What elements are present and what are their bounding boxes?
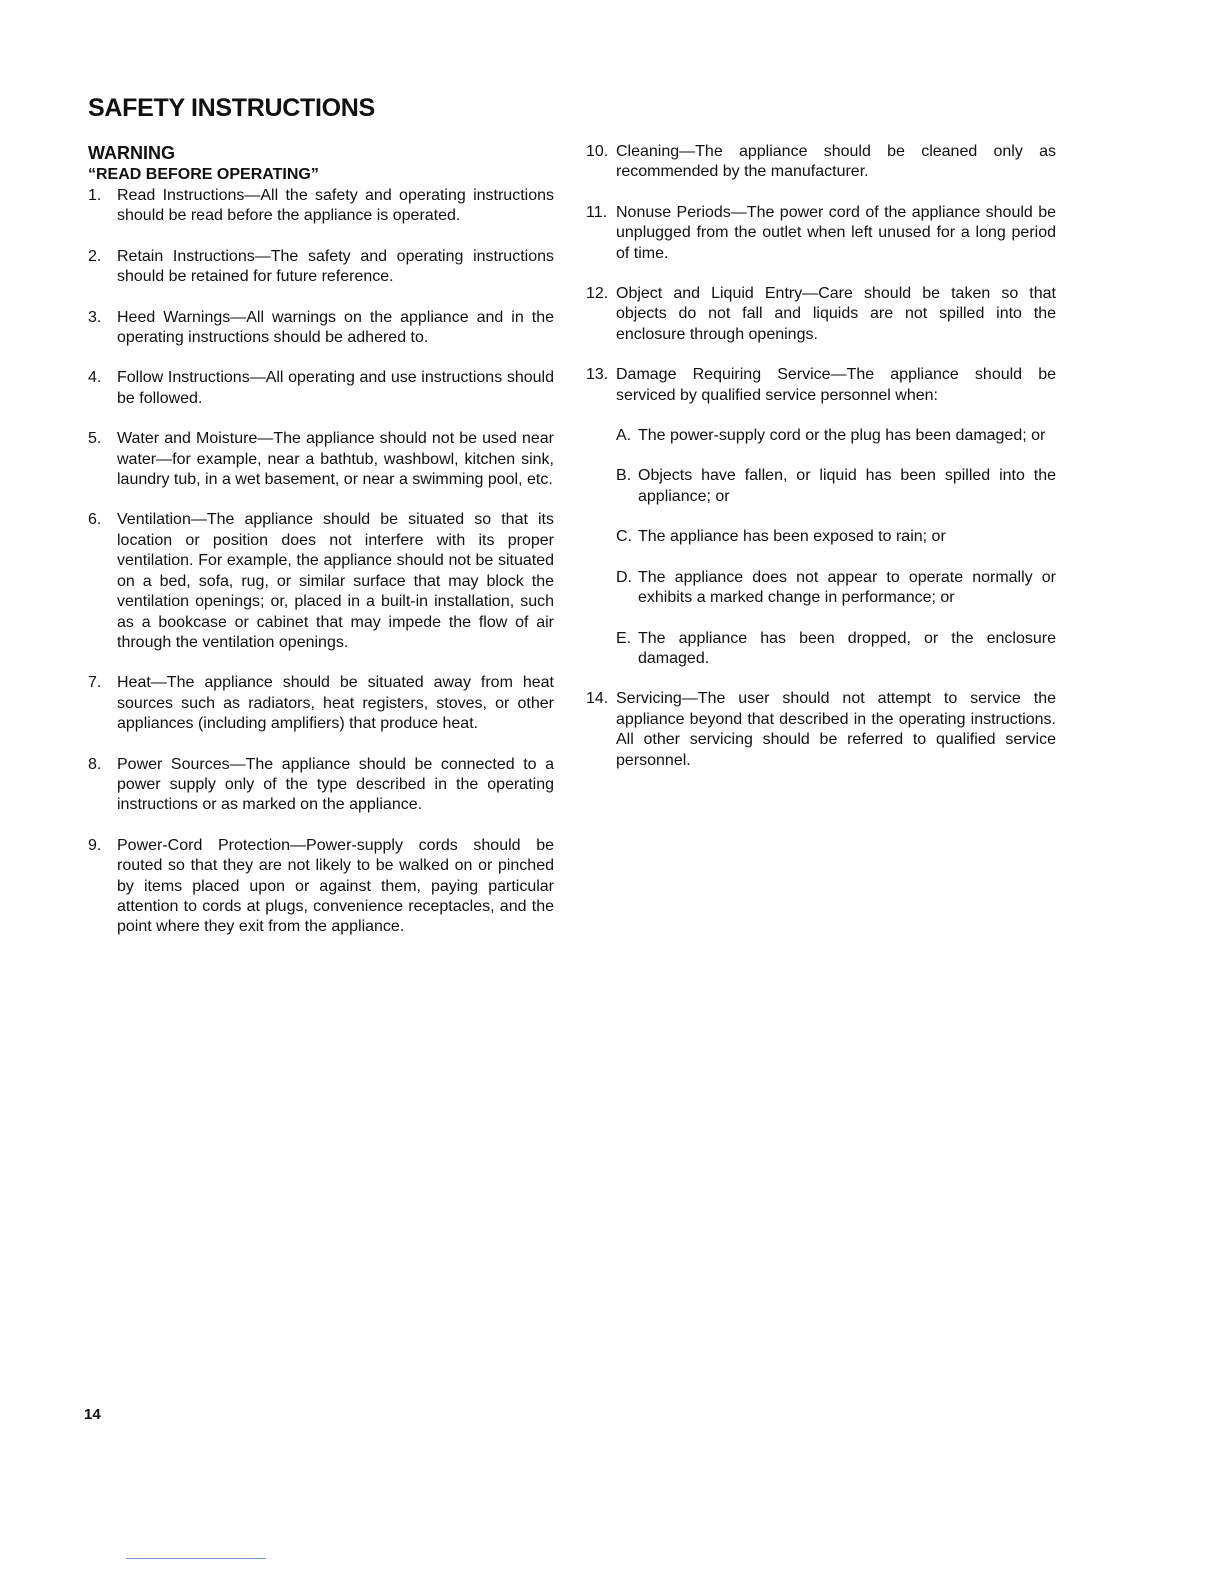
sub-item-text: Objects have fallen, or liquid has been spilled into the appliance; or: [638, 467, 1056, 505]
damage-condition-b: [616, 466, 1056, 507]
item-text: Heed Warnings—All warnings on the appliance and in the operating instructions should be adhered to.: [117, 308, 554, 347]
item-number: 2.: [88, 247, 102, 265]
item-number: 1.: [88, 187, 102, 204]
item-number: 12.: [586, 285, 609, 303]
item-number: 7.: [88, 674, 102, 692]
sub-item-letter: C.: [616, 528, 632, 546]
instruction-list-right: [586, 142, 1056, 771]
instruction-item-5: [88, 429, 554, 490]
item-number: 3.: [88, 308, 102, 326]
instruction-item-11: [586, 203, 1056, 264]
instruction-item-7: [88, 673, 554, 734]
sub-item-letter: A.: [616, 427, 632, 445]
right-column: [586, 142, 1056, 791]
item-text: Object and Liquid Entry—Care should be taken so that objects do not fall and liquids are not spilled into the enclosure through openings.: [616, 285, 1056, 343]
warning-heading: WARNING: [88, 143, 175, 163]
damage-condition-e: [616, 629, 1056, 670]
item-text: Servicing—The user should not attempt to service the appliance beyond that described in the operating instructions. All other servicing should be referred to qualified service personnel.: [616, 690, 1056, 769]
bottom-rule: [126, 1558, 266, 1559]
item-text: Damage Requiring Service—The appliance should be serviced by qualified service personnel when:: [616, 366, 1056, 404]
item-text: Water and Moisture—The appliance should not be used near water—for example, near a bathtub, washbowl, kitchen sink, laundry tub, in a wet basement, or near a swimming pool, etc.: [117, 430, 554, 489]
instruction-item-10: [586, 142, 1056, 183]
instruction-item-2: [88, 247, 554, 288]
instruction-item-9: [88, 836, 554, 938]
page-number: 14: [84, 1406, 101, 1423]
item-number: 5.: [88, 430, 102, 448]
item-text: Power Sources—The appliance should be connected to a power supply only of the type described in the operating instructions or as marked on the appliance.: [117, 755, 554, 814]
damage-condition-list: [616, 426, 1056, 669]
damage-condition-d: [616, 568, 1056, 609]
item-text: Heat—The appliance should be situated away from heat sources such as radiators, heat registers, stoves, or other appliances (including amplifiers) that produce heat.: [117, 674, 554, 733]
damage-condition-a: [616, 426, 1056, 446]
instruction-item-3: [88, 308, 554, 349]
sub-item-letter: B.: [616, 467, 632, 485]
item-number: 14.: [586, 690, 609, 708]
item-number: 13.: [586, 366, 609, 384]
instruction-item-14: [586, 689, 1056, 771]
read-before-heading: “READ BEFORE OPERATING”: [88, 166, 319, 183]
left-column: [88, 142, 554, 958]
item-text: Follow Instructions—All operating and use instructions should be followed.: [117, 369, 554, 407]
instruction-item-12: [586, 284, 1056, 345]
sub-item-text: The appliance has been dropped, or the enclosure damaged.: [638, 629, 1056, 667]
instruction-item-8: [88, 755, 554, 816]
page-title: SAFETY INSTRUCTIONS: [88, 94, 375, 122]
instruction-list-left: [88, 186, 554, 938]
damage-condition-c: [616, 527, 1056, 547]
instruction-item-6: [88, 510, 554, 653]
item-text: Read Instructions—All the safety and operating instructions should be read before the appliance is operated.: [117, 187, 554, 225]
instruction-item-4: [88, 368, 554, 409]
item-text: Ventilation—The appliance should be situated so that its location or position does not interfere with its proper ventilation. For example, the appliance should not be situated on a bed, sofa, rug, or similar surface that may block the ventilation openings; or, placed in a built-in installation, such as a bookcase or cabinet that may impede the flow of air through the ventilation openings.: [117, 511, 554, 651]
item-number: 8.: [88, 755, 102, 773]
item-text: Power-Cord Protection—Power-supply cords should be routed so that they are not likely to be walked on or pinched by items placed upon or against them, paying particular attention to cords at plugs, convenience receptacles, and the point where they exit from the appliance.: [117, 836, 554, 936]
sub-item-text: The appliance does not appear to operate normally or exhibits a marked change in performance; or: [638, 568, 1056, 607]
item-number: 10.: [586, 143, 609, 160]
item-number: 6.: [88, 511, 102, 529]
instruction-item-13: [586, 365, 1056, 669]
item-number: 9.: [88, 836, 102, 854]
item-text: Nonuse Periods—The power cord of the appliance should be unplugged from the outlet when left unused for a long period of time.: [616, 203, 1056, 262]
item-number: 11.: [586, 203, 608, 221]
item-text: Retain Instructions—The safety and operating instructions should be retained for future reference.: [117, 247, 554, 286]
sub-item-text: The appliance has been exposed to rain; or: [638, 528, 946, 546]
item-number: 4.: [88, 369, 102, 387]
sub-item-letter: E.: [616, 629, 632, 647]
instruction-item-1: [88, 186, 554, 227]
sub-item-letter: D.: [616, 568, 632, 586]
item-text: Cleaning—The appliance should be cleaned only as recommended by the manufacturer.: [616, 143, 1056, 181]
sub-item-text: The power-supply cord or the plug has been damaged; or: [638, 427, 1046, 445]
